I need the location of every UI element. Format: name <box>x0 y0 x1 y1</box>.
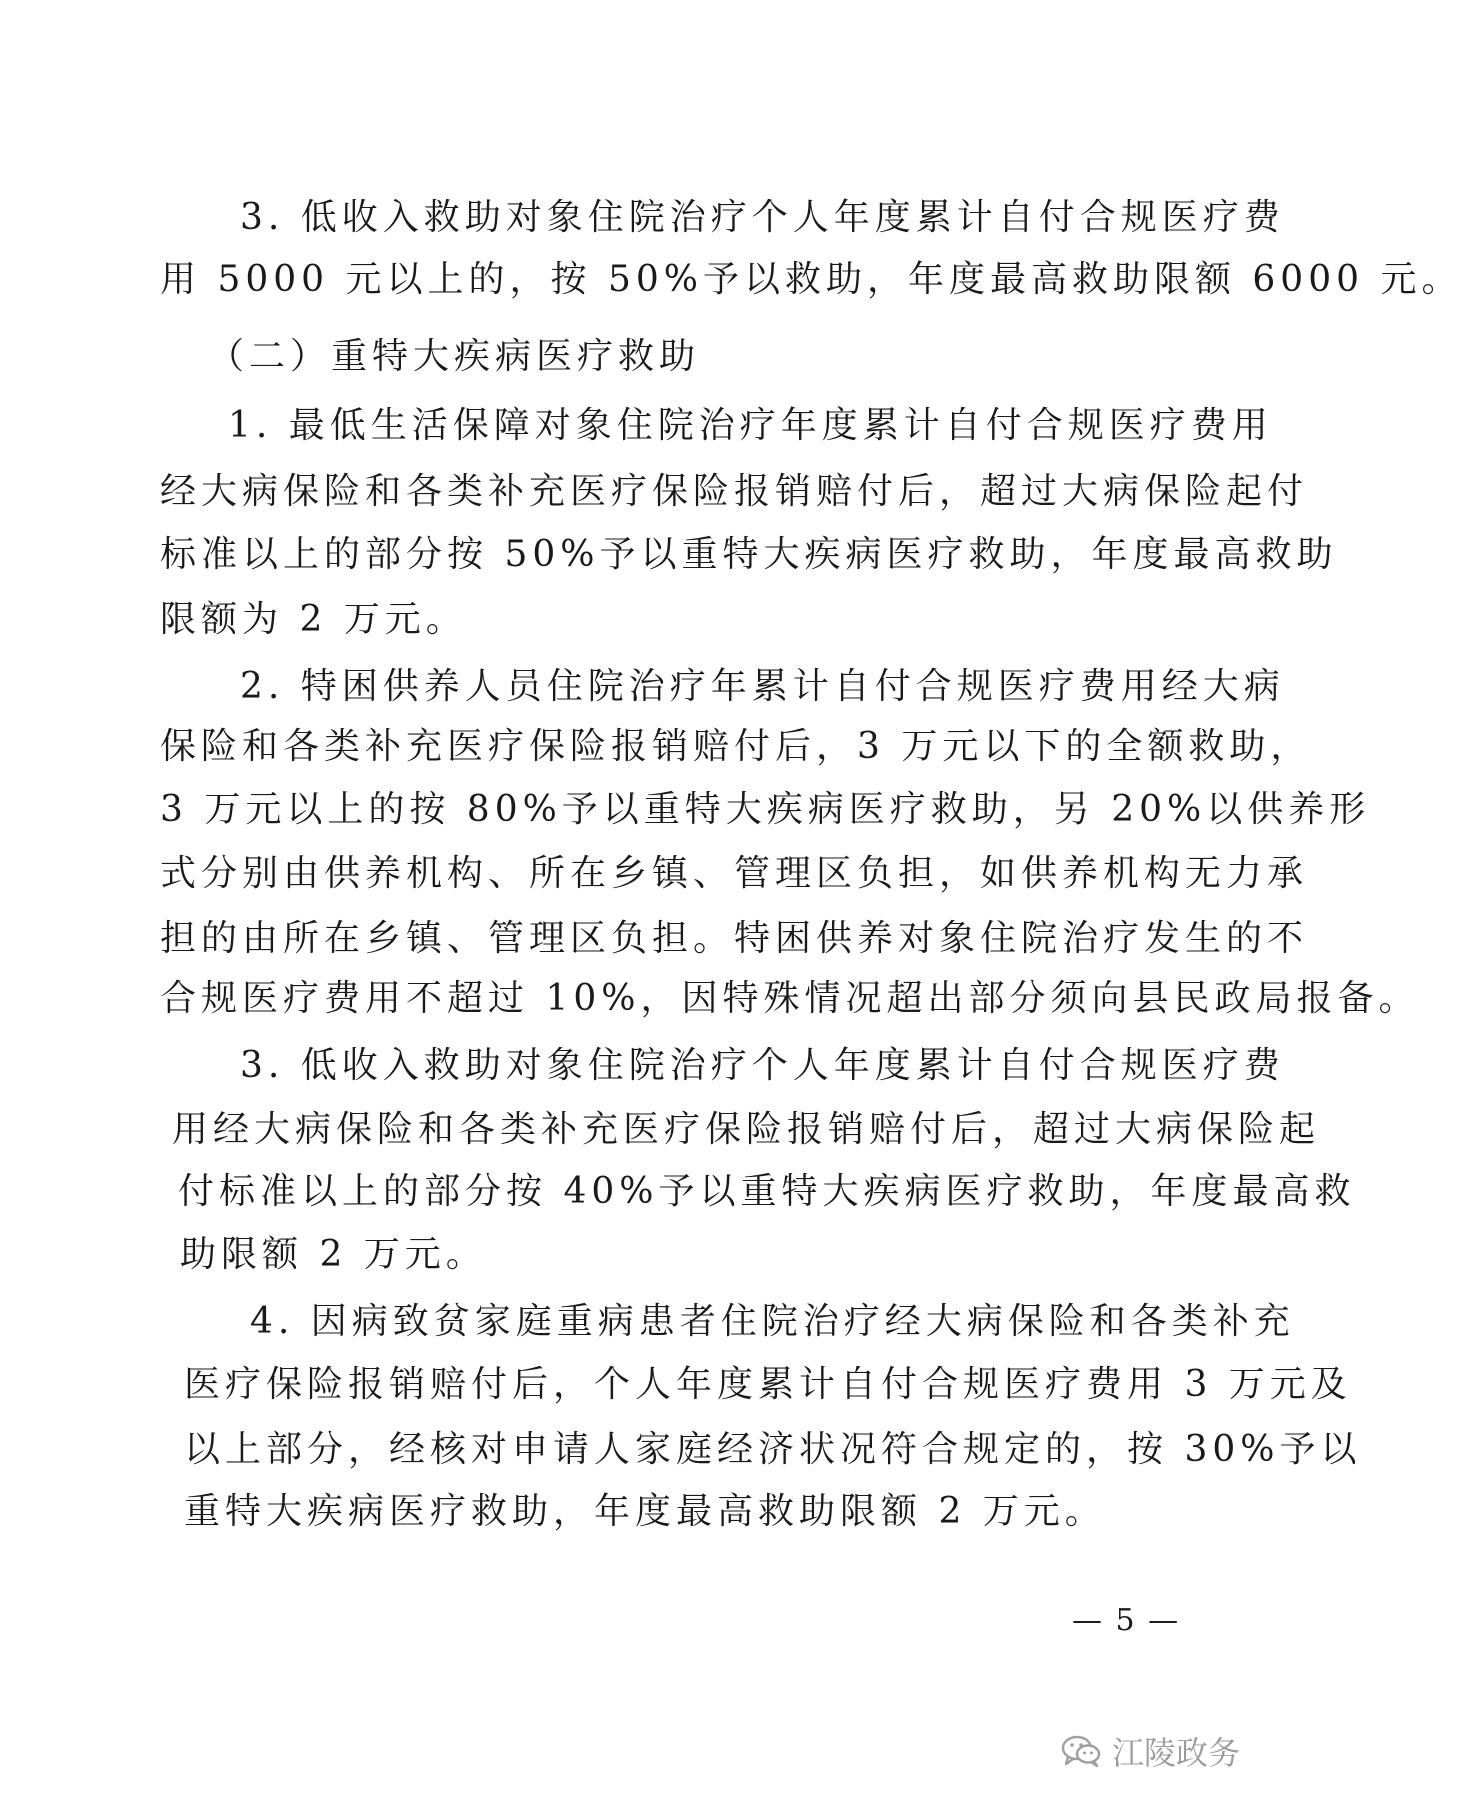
watermark-text: 江陵政务 <box>1112 1734 1241 1772</box>
wechat-icon <box>1060 1733 1104 1769</box>
text-line: 式分别由供养机构、所在乡镇、管理区负担，如供养机构无力承 <box>160 853 1309 894</box>
watermark <box>1060 1728 1240 1774</box>
text-line: 医疗保险报销赔付后，个人年度累计自付合规医疗费用 3 万元及 <box>184 1364 1352 1405</box>
text-line: 限额为 2 万元。 <box>160 599 467 640</box>
text-line: 助限额 2 万元。 <box>180 1234 487 1275</box>
text-line: 4. 因病致贫家庭重病患者住院治疗经大病保险和各类补充 <box>250 1301 1295 1342</box>
text-line: 保险和各类补充医疗保险报销赔付后，3 万元以下的全额救助， <box>160 726 1312 767</box>
text-line: 3. 低收入救助对象住院治疗个人年度累计自付合规医疗费 <box>240 197 1285 238</box>
text-line: 经大病保险和各类补充医疗保险报销赔付后，超过大病保险起付 <box>160 471 1309 512</box>
text-line: 付标准以上的部分按 40%予以重特大疾病医疗救助，年度最高救 <box>178 1171 1356 1212</box>
text-line: 用经大病保险和各类补充医疗保险报销赔付后，超过大病保险起 <box>172 1109 1321 1150</box>
text-line: 重特大疾病医疗救助，年度最高救助限额 2 万元。 <box>184 1491 1106 1532</box>
page-number: — 5 — <box>1072 1603 1181 1638</box>
text-line: 标准以上的部分按 50%予以重特大疾病医疗救助，年度最高救助 <box>160 534 1338 575</box>
text-line: 担的由所在乡镇、管理区负担。特困供养对象住院治疗发生的不 <box>160 918 1309 959</box>
section-heading: （二）重特大疾病医疗救助 <box>208 336 701 377</box>
text-line: 3 万元以上的按 80%予以重特大疾病医疗救助，另 20%以供养形 <box>160 789 1371 830</box>
text-line: 3. 低收入救助对象住院治疗个人年度累计自付合规医疗费 <box>240 1045 1285 1086</box>
text-line: 以上部分，经核对申请人家庭经济状况符合规定的，按 30%予以 <box>184 1429 1362 1470</box>
text-line: 用 5000 元以上的，按 50%予以救助，年度最高救助限额 6000 元。 <box>160 259 1462 300</box>
text-line: 1. 最低生活保障对象住院治疗年度累计自付合规医疗费用 <box>228 405 1273 446</box>
text-line: 2. 特困供养人员住院治疗年累计自付合规医疗费用经大病 <box>240 666 1285 707</box>
text-line: 合规医疗费用不超过 10%，因特殊情况超出部分须向县民政局报备。 <box>160 978 1420 1019</box>
